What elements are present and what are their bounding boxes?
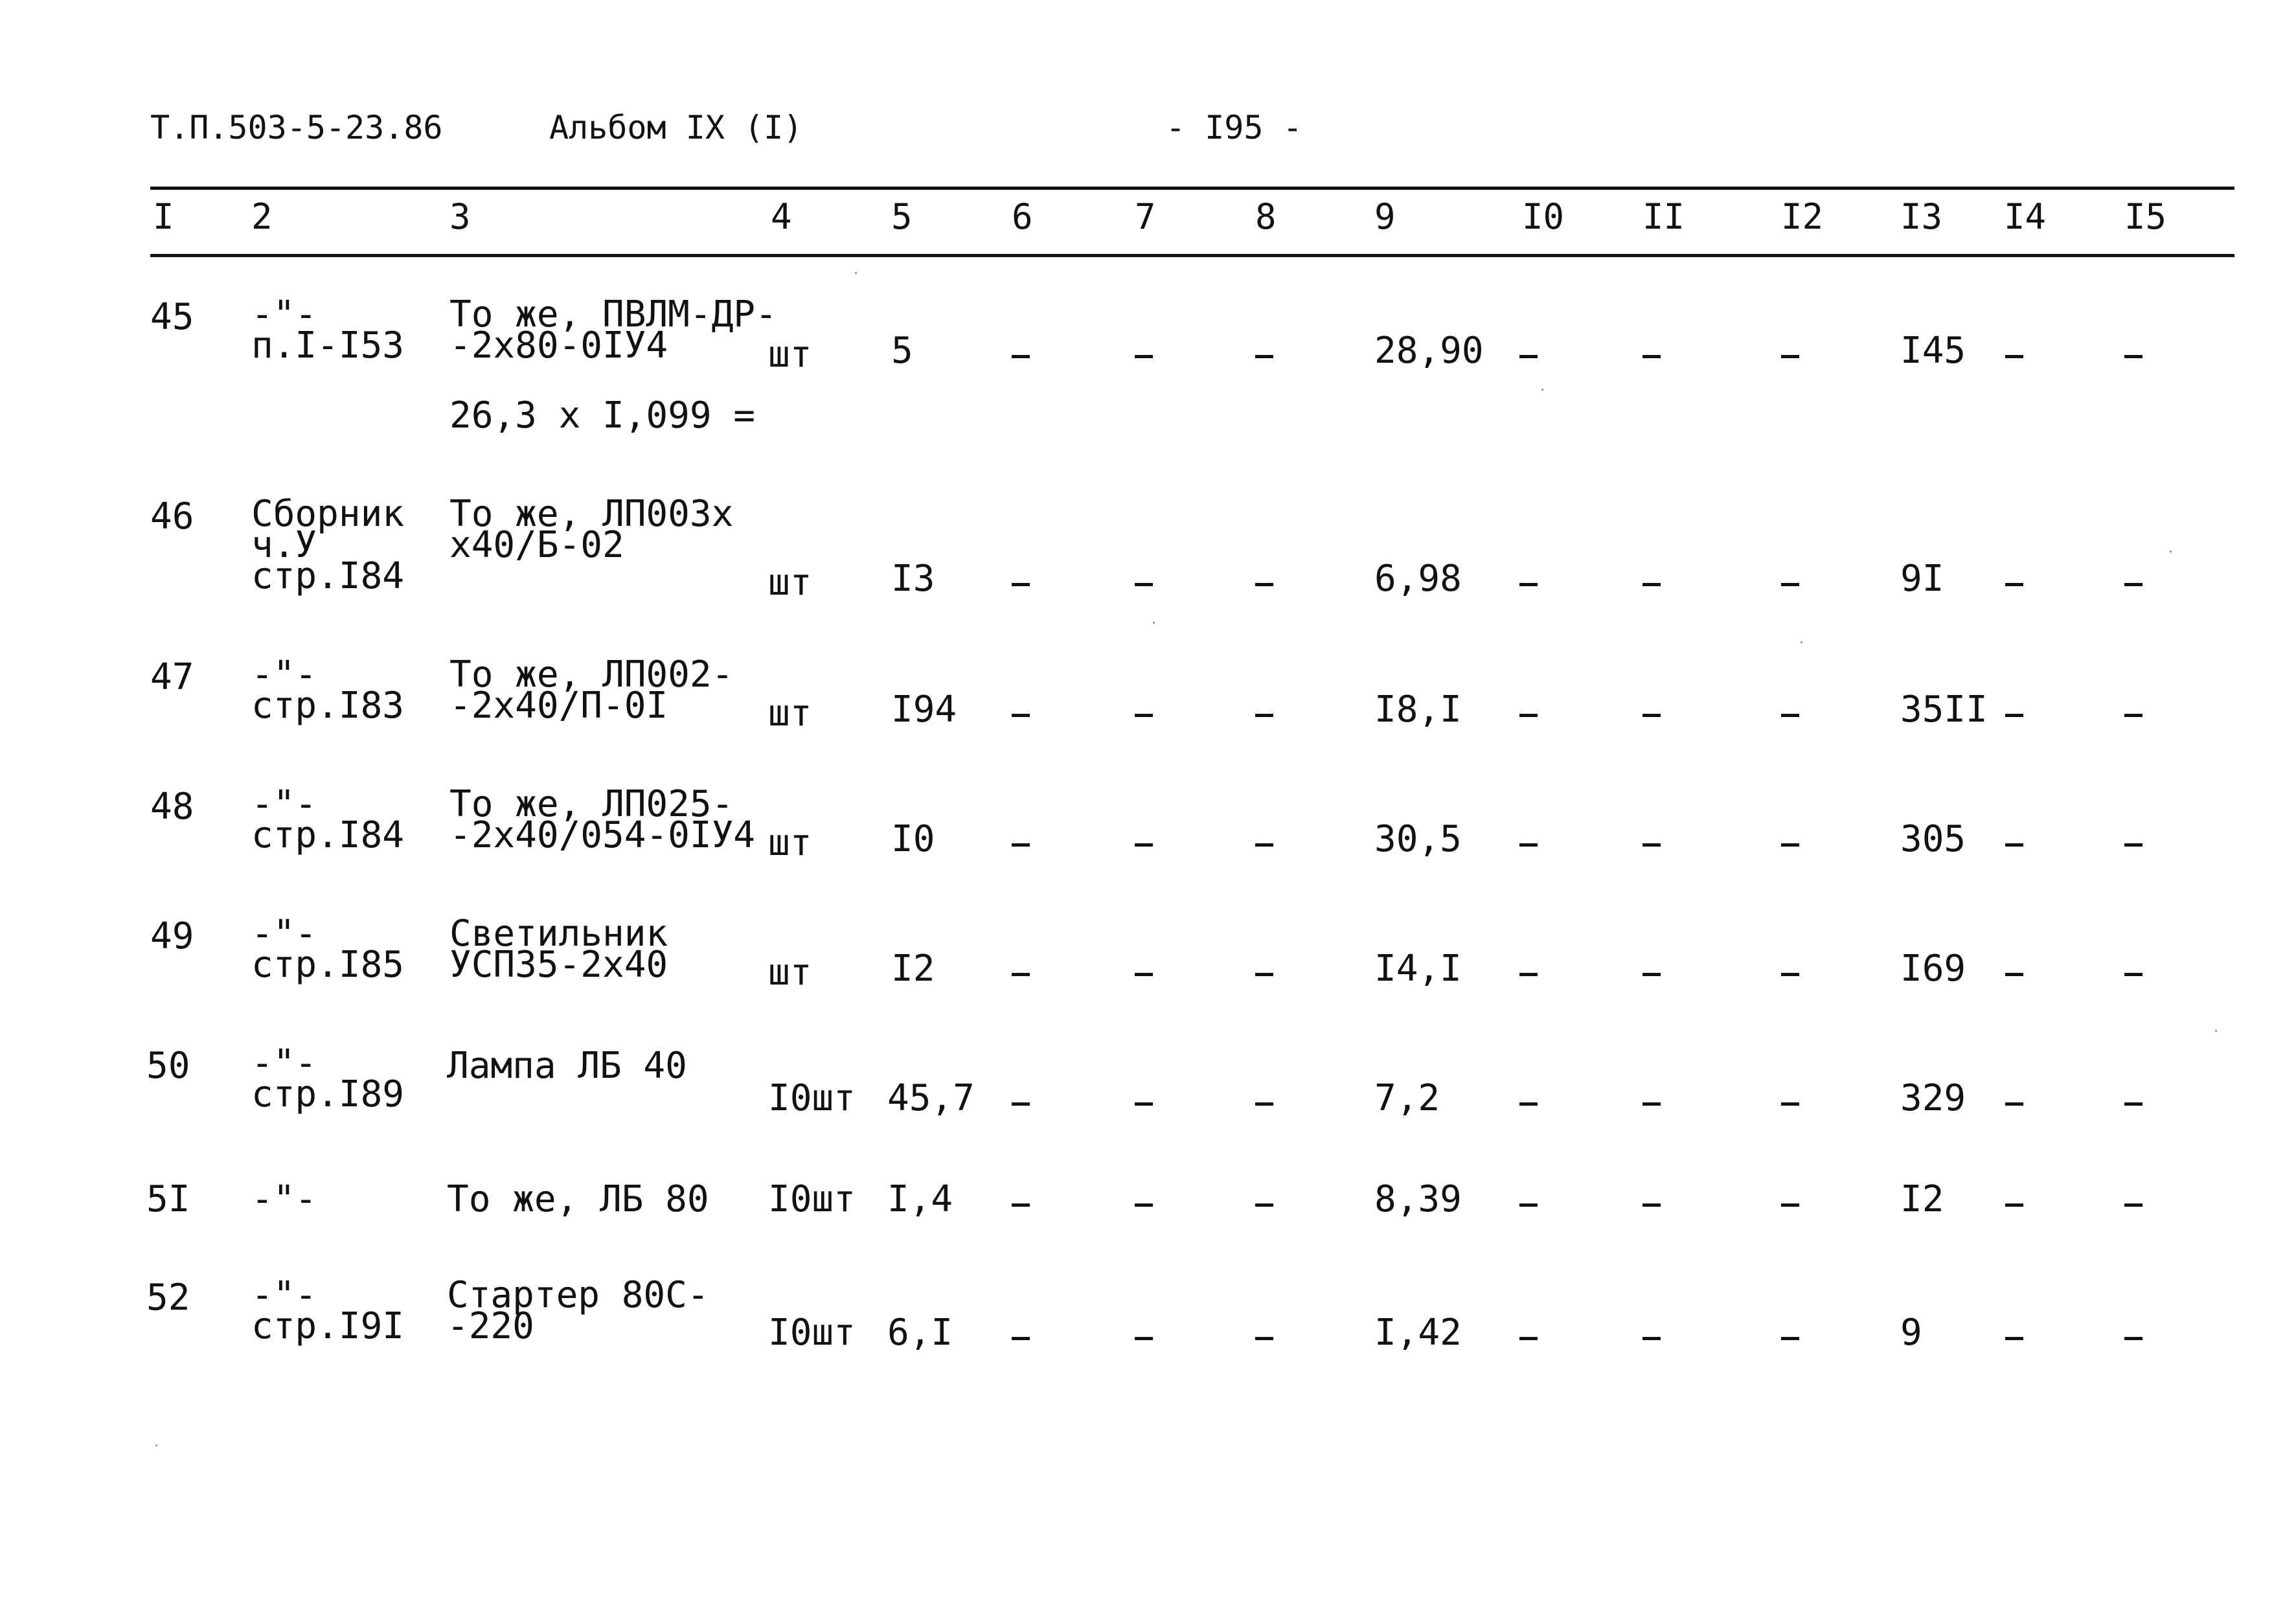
row-col13-value: I2	[1900, 1178, 1944, 1220]
column-header: 2	[251, 196, 273, 237]
dash-col14	[2005, 355, 2023, 358]
dash-col7	[1135, 714, 1153, 717]
dash-col12	[1781, 1203, 1799, 1207]
row-col9-value: 28,90	[1374, 330, 1484, 372]
row-name: То же, ПВЛМ-ДР- -2х80-0IУ4	[449, 293, 777, 367]
row-quantity: I94	[891, 689, 957, 731]
row-source: -"- стр.I85	[251, 913, 405, 986]
dash-col11	[1642, 973, 1661, 976]
row-source: -"- стр.I89	[251, 1042, 405, 1115]
row-source: -"- стр.I83	[251, 654, 405, 727]
row-col13-value: 9	[1900, 1312, 1922, 1354]
dash-col7	[1135, 843, 1153, 847]
dash-col6	[1012, 843, 1030, 847]
row-quantity: I,4	[887, 1178, 953, 1220]
scan-speck	[1153, 622, 1155, 624]
dash-col12	[1781, 583, 1799, 586]
row-col13-value: 9I	[1900, 558, 1944, 600]
dash-col12	[1781, 714, 1799, 717]
dash-col15	[2124, 1203, 2143, 1207]
column-header: 3	[449, 196, 471, 237]
row-unit: шт	[768, 692, 812, 735]
row-unit: шт	[768, 562, 812, 604]
dash-col6	[1012, 973, 1030, 976]
column-header: I4	[2004, 196, 2047, 237]
row-col13-value: I45	[1900, 330, 1966, 372]
dash-col8	[1255, 355, 1273, 358]
column-header: 4	[771, 196, 792, 237]
dash-col12	[1781, 973, 1799, 976]
table-top-rule	[150, 187, 2234, 190]
dash-col14	[2005, 1102, 2023, 1106]
dash-col10	[1519, 583, 1538, 586]
row-source: -"- п.I-I53	[251, 293, 405, 367]
row-number: 48	[150, 786, 194, 828]
column-header: II	[1642, 196, 1685, 237]
dash-col12	[1781, 1337, 1799, 1340]
dash-col6	[1012, 1203, 1030, 1207]
dash-col7	[1135, 1337, 1153, 1340]
row-unit: шт	[768, 822, 812, 864]
dash-col11	[1642, 1337, 1661, 1340]
dash-col10	[1519, 1102, 1538, 1106]
row-unit: шт	[768, 952, 812, 994]
column-header: 9	[1374, 196, 1396, 237]
row-source: -"-	[251, 1178, 317, 1220]
scan-speck	[1541, 389, 1543, 391]
dash-col7	[1135, 355, 1153, 358]
scan-speck	[855, 272, 857, 274]
row-unit: I0шт	[768, 1178, 856, 1220]
row-col13-value: 305	[1900, 818, 1966, 860]
dash-col8	[1255, 973, 1273, 976]
column-header: 5	[891, 196, 913, 237]
row-quantity: 5	[891, 330, 913, 372]
row-source: -"- стр.I84	[251, 783, 405, 856]
row-quantity: 45,7	[887, 1077, 975, 1119]
dash-col12	[1781, 1102, 1799, 1106]
dash-col7	[1135, 583, 1153, 586]
column-header: I0	[1522, 196, 1565, 237]
dash-col14	[2005, 714, 2023, 717]
column-header: 8	[1255, 196, 1277, 237]
dash-col10	[1519, 1337, 1538, 1340]
document-code: Т.П.503-5-23.86	[150, 109, 443, 146]
dash-col11	[1642, 714, 1661, 717]
row-quantity: I3	[891, 558, 935, 600]
row-name: То же, ЛБ 80	[447, 1178, 709, 1220]
row-unit: I0шт	[768, 1077, 856, 1119]
row-name: То же, ЛП025- -2х40/054-0IУ4	[449, 783, 756, 856]
dash-col10	[1519, 714, 1538, 717]
dash-col6	[1012, 714, 1030, 717]
row-number: 45	[150, 296, 194, 338]
dash-col14	[2005, 1203, 2023, 1207]
dash-col10	[1519, 355, 1538, 358]
dash-col6	[1012, 1102, 1030, 1106]
scan-speck	[2215, 1030, 2217, 1032]
row-unit: шт	[768, 334, 812, 376]
dash-col11	[1642, 1203, 1661, 1207]
row-name: То же, ЛП002- -2х40/П-0I	[449, 654, 734, 727]
row-name: Стартер 80С- -220	[447, 1274, 709, 1347]
dash-col7	[1135, 973, 1153, 976]
row-formula: 26,3 х I,099 =	[449, 394, 756, 437]
dash-col12	[1781, 355, 1799, 358]
scan-speck	[2170, 551, 2172, 553]
dash-col7	[1135, 1102, 1153, 1106]
dash-col11	[1642, 583, 1661, 586]
row-unit: I0шт	[768, 1312, 856, 1354]
dash-col15	[2124, 1102, 2143, 1106]
dash-col15	[2124, 355, 2143, 358]
column-header: 6	[1012, 196, 1033, 237]
dash-col15	[2124, 1337, 2143, 1340]
dash-col14	[2005, 1337, 2023, 1340]
row-quantity: I2	[891, 948, 935, 990]
dash-col10	[1519, 843, 1538, 847]
dash-col14	[2005, 973, 2023, 976]
dash-col10	[1519, 1203, 1538, 1207]
dash-col12	[1781, 843, 1799, 847]
row-quantity: 6,I	[887, 1312, 953, 1354]
row-name: Лампа ЛБ 40	[447, 1045, 687, 1087]
column-header: I5	[2124, 196, 2167, 237]
table-header-rule	[150, 254, 2234, 257]
column-header: I2	[1781, 196, 1824, 237]
row-number: 47	[150, 656, 194, 698]
dash-col10	[1519, 973, 1538, 976]
row-col13-value: 329	[1900, 1077, 1966, 1119]
row-number: 52	[146, 1277, 190, 1319]
column-header: I	[153, 196, 174, 237]
row-col9-value: 8,39	[1374, 1178, 1462, 1220]
dash-col8	[1255, 583, 1273, 586]
dash-col8	[1255, 1337, 1273, 1340]
row-number: 46	[150, 496, 194, 538]
row-source: Сборник ч.У стр.I84	[251, 493, 405, 597]
dash-col14	[2005, 583, 2023, 586]
column-header: I3	[1900, 196, 1943, 237]
dash-col6	[1012, 1337, 1030, 1340]
row-col9-value: I8,I	[1374, 689, 1462, 731]
row-col13-value: 35II	[1900, 689, 1988, 731]
dash-col8	[1255, 1102, 1273, 1106]
dash-col8	[1255, 843, 1273, 847]
dash-col14	[2005, 843, 2023, 847]
dash-col7	[1135, 1203, 1153, 1207]
dash-col8	[1255, 714, 1273, 717]
album-label: Альбом IX (I)	[549, 109, 803, 146]
row-col9-value: 30,5	[1374, 818, 1462, 860]
row-col13-value: I69	[1900, 948, 1966, 990]
dash-col6	[1012, 583, 1030, 586]
row-name: Светильник УСП35-2х40	[449, 913, 668, 986]
dash-col15	[2124, 714, 2143, 717]
row-quantity: I0	[891, 818, 935, 860]
dash-col15	[2124, 843, 2143, 847]
dash-col6	[1012, 355, 1030, 358]
row-number: 5I	[146, 1178, 190, 1220]
scan-speck	[155, 1444, 157, 1446]
row-number: 50	[146, 1045, 190, 1087]
dash-col11	[1642, 843, 1661, 847]
dash-col15	[2124, 583, 2143, 586]
page-number: - I95 -	[1166, 109, 1302, 146]
dash-col8	[1255, 1203, 1273, 1207]
row-name: То же, ЛП003х х40/Б-02	[449, 493, 734, 566]
row-col9-value: I,42	[1374, 1312, 1462, 1354]
column-header: 7	[1135, 196, 1156, 237]
row-number: 49	[150, 915, 194, 957]
scan-speck	[1801, 641, 1802, 643]
row-col9-value: 7,2	[1374, 1077, 1440, 1119]
dash-col15	[2124, 973, 2143, 976]
row-col9-value: I4,I	[1374, 948, 1462, 990]
dash-col11	[1642, 1102, 1661, 1106]
dash-col11	[1642, 355, 1661, 358]
row-col9-value: 6,98	[1374, 558, 1462, 600]
row-source: -"- стр.I9I	[251, 1274, 405, 1347]
